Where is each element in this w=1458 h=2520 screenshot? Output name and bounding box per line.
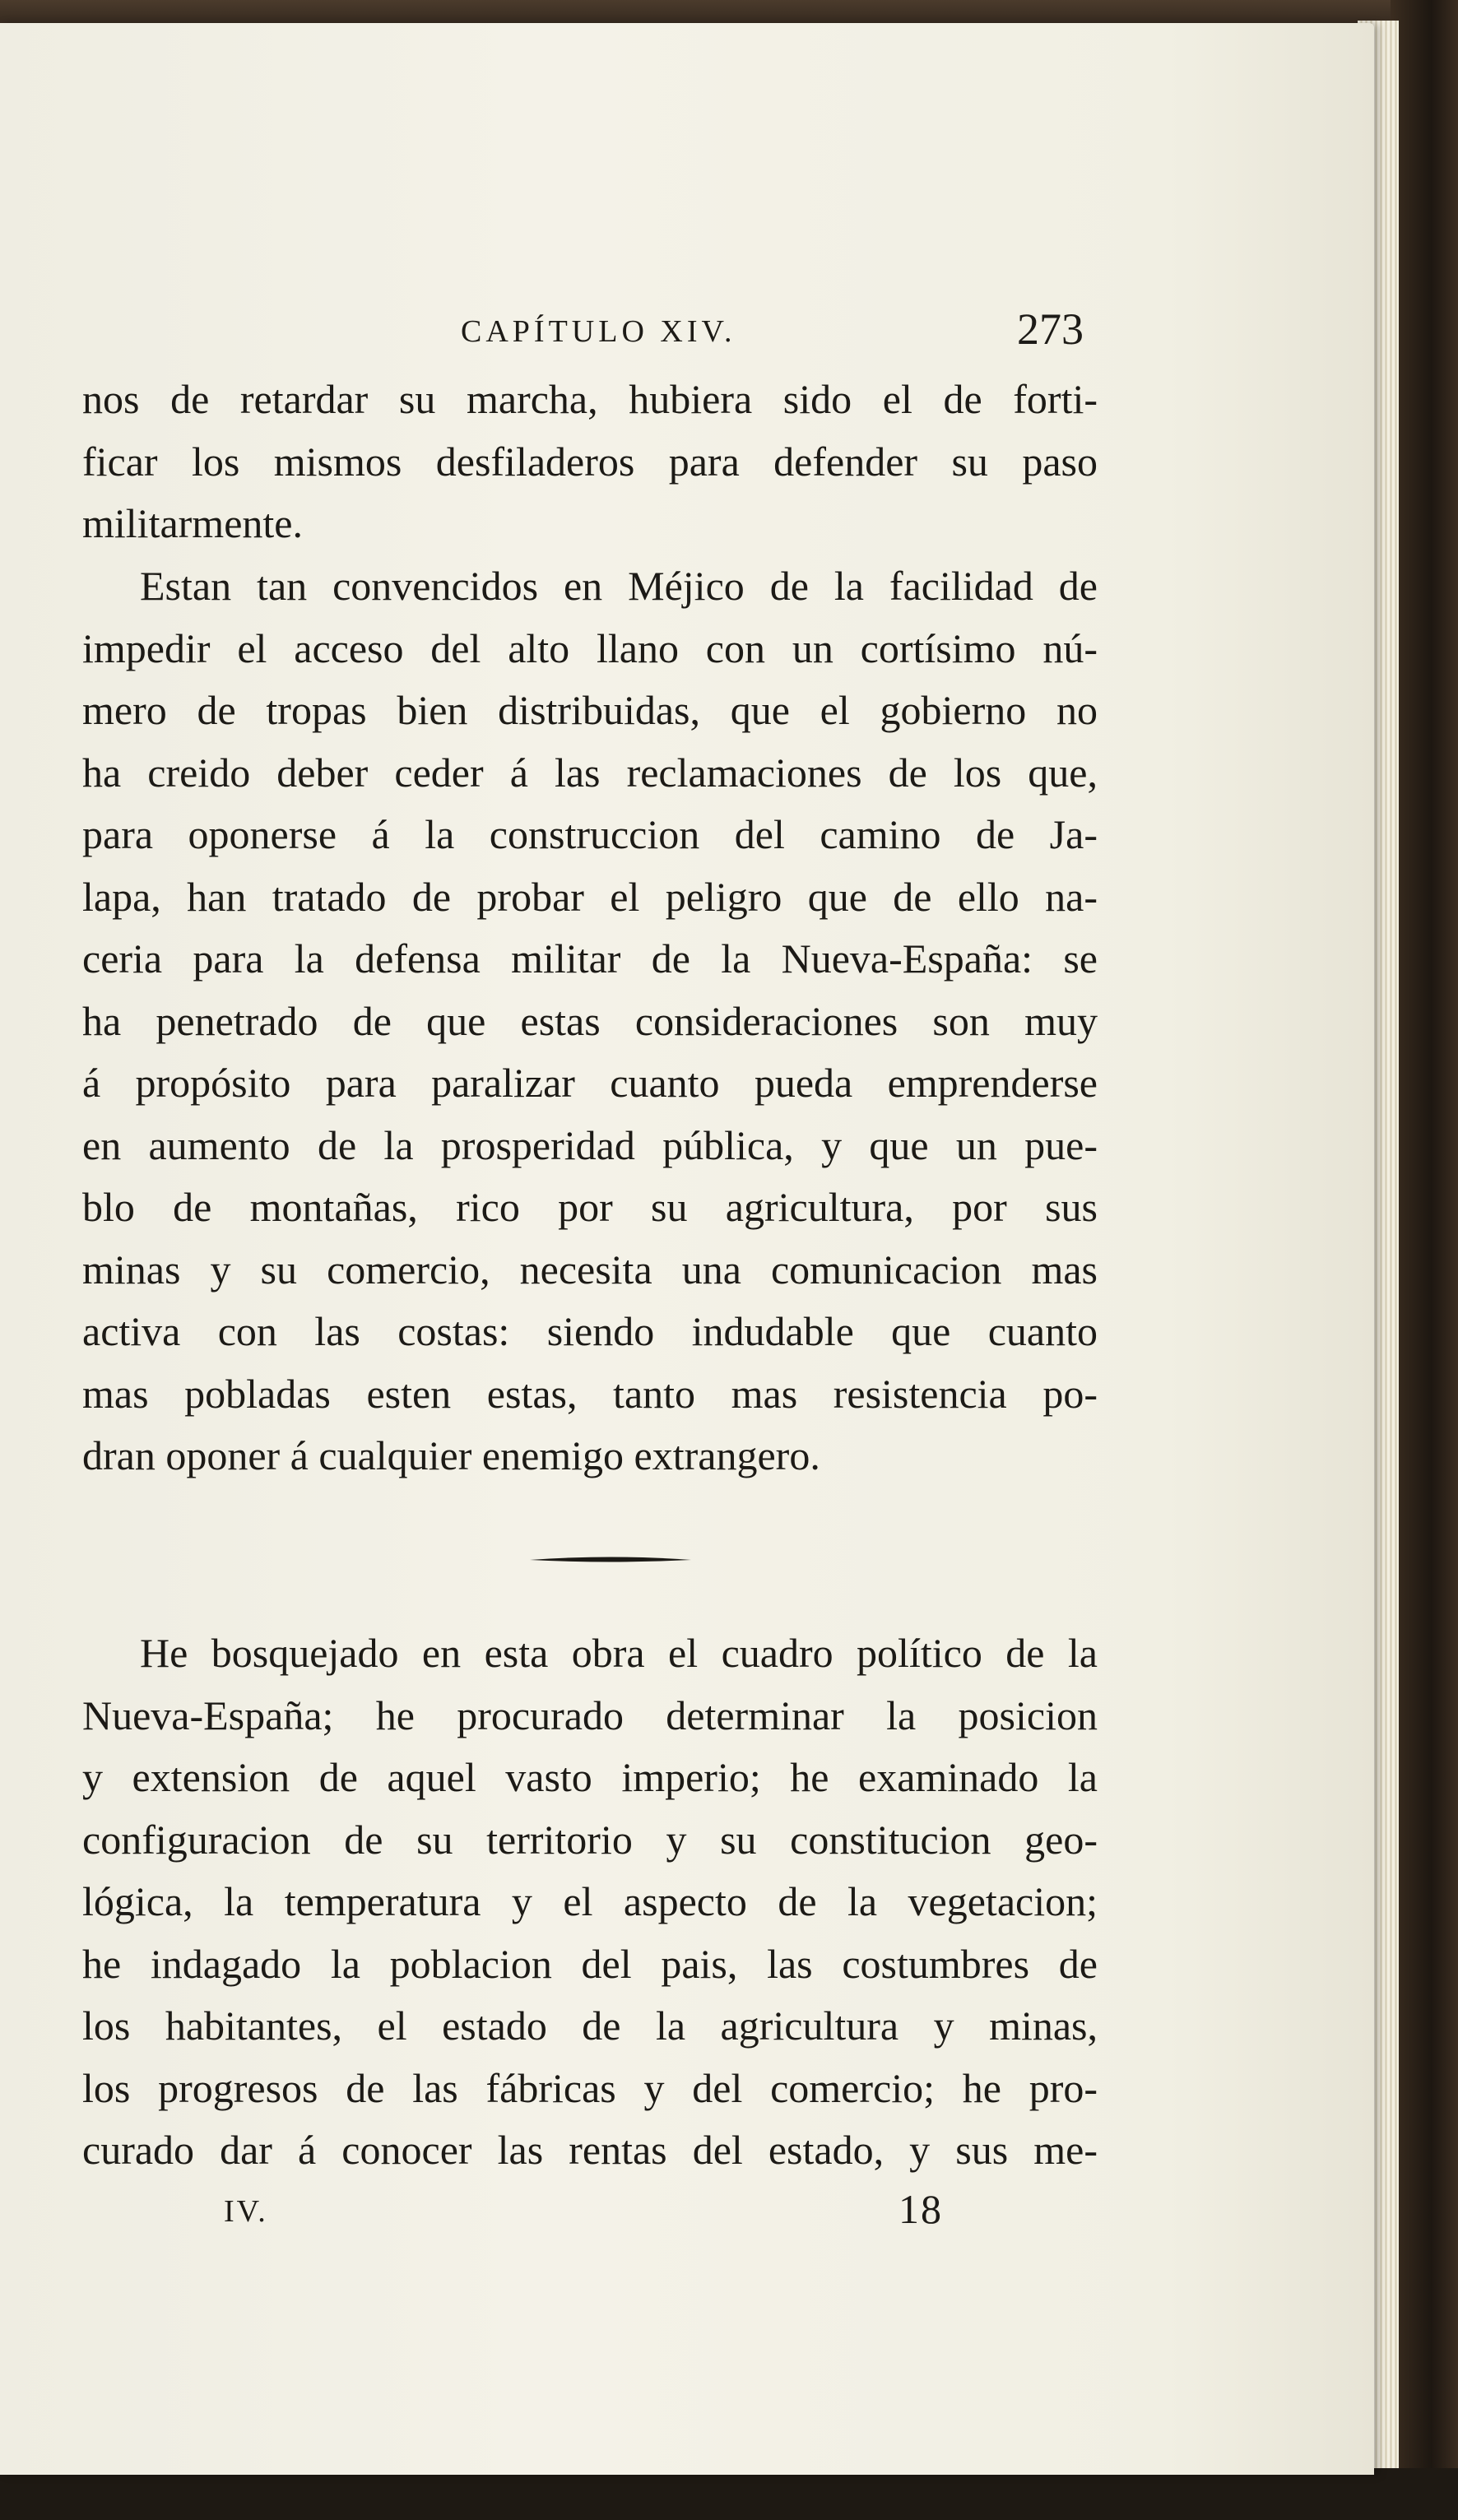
running-head (0, 299, 1374, 364)
text-line: nos de retardar su marcha, hubiera sido el de forti- (82, 376, 1098, 422)
text-line: minas y su comercio, necesita una comunicacion mas (82, 1246, 1098, 1292)
text-line: los habitantes, el estado de la agricultura y minas, (82, 2003, 1098, 2049)
book-binding (1391, 0, 1458, 2520)
text-line: dran oponer á cualquier enemigo extrangero. (82, 1432, 820, 1478)
text-line: He bosquejado en esta obra el cuadro político de la (140, 1630, 1098, 1676)
text-line: ceria para la defensa militar de la Nueva-España: se (82, 935, 1098, 982)
text-line: para oponerse á la construccion del camino de Ja- (82, 811, 1098, 857)
text-line: Nueva-España; he procurado determinar la posicion (82, 1692, 1098, 1738)
book-bottom-edge (0, 2468, 1458, 2520)
text-line: curado dar á conocer las rentas del estado, y sus me- (82, 2127, 1098, 2173)
text-line: Estan tan convencidos en Méjico de la facilidad de (140, 563, 1098, 609)
text-line: lógica, la temperatura y el aspecto de la vegetacion; (82, 1878, 1098, 1924)
text-line: mas pobladas esten estas, tanto mas resistencia po- (82, 1370, 1098, 1417)
text-line: blo de montañas, rico por su agricultura, por sus (82, 1184, 1098, 1230)
text-line: he indagado la poblacion del pais, las costumbres de (82, 1940, 1098, 1987)
section-divider-rule (528, 1552, 693, 1568)
text-line: lapa, han tratado de probar el peligro que de ello na- (82, 873, 1098, 920)
text-line: á propósito para paralizar cuanto pueda emprenderse (82, 1060, 1098, 1106)
paragraph-mejico-defense (82, 555, 1098, 1487)
text-line: ficar los mismos desfiladeros para defender su paso (82, 438, 1098, 485)
page-footer (0, 2185, 1374, 2243)
text-line: en aumento de la prosperidad pública, y que un pue- (82, 1121, 1098, 1168)
chapter-title: CAPÍTULO XIV. (461, 314, 736, 349)
paragraph-summary (82, 1622, 1098, 2182)
text-line: y extension de aquel vasto imperio; he examinado la (82, 1754, 1098, 1800)
page-number: 273 (1017, 304, 1084, 354)
text-line: activa con las costas: siendo indudable que cuanto (82, 1308, 1098, 1354)
text-line: los progresos de las fábricas y del comercio; he pro- (82, 2064, 1098, 2111)
gathering-mark: 18 (898, 2186, 943, 2232)
text-line: configuracion de su territorio y su constitucion geo- (82, 1816, 1098, 1863)
text-line: impedir el acceso del alto llano con un cortísimo nú- (82, 624, 1098, 671)
text-line: ha penetrado de que estas consideraciones son muy (82, 997, 1098, 1044)
text-line: mero de tropas bien distribuidas, que el gobierno no (82, 687, 1098, 733)
volume-signature: IV. (224, 2194, 268, 2229)
text-line: militarmente. (82, 500, 303, 546)
continuation-paragraph (82, 369, 1098, 555)
text-line: ha creido deber ceder á las reclamaciones de los que, (82, 749, 1098, 796)
book-page (0, 23, 1374, 2475)
